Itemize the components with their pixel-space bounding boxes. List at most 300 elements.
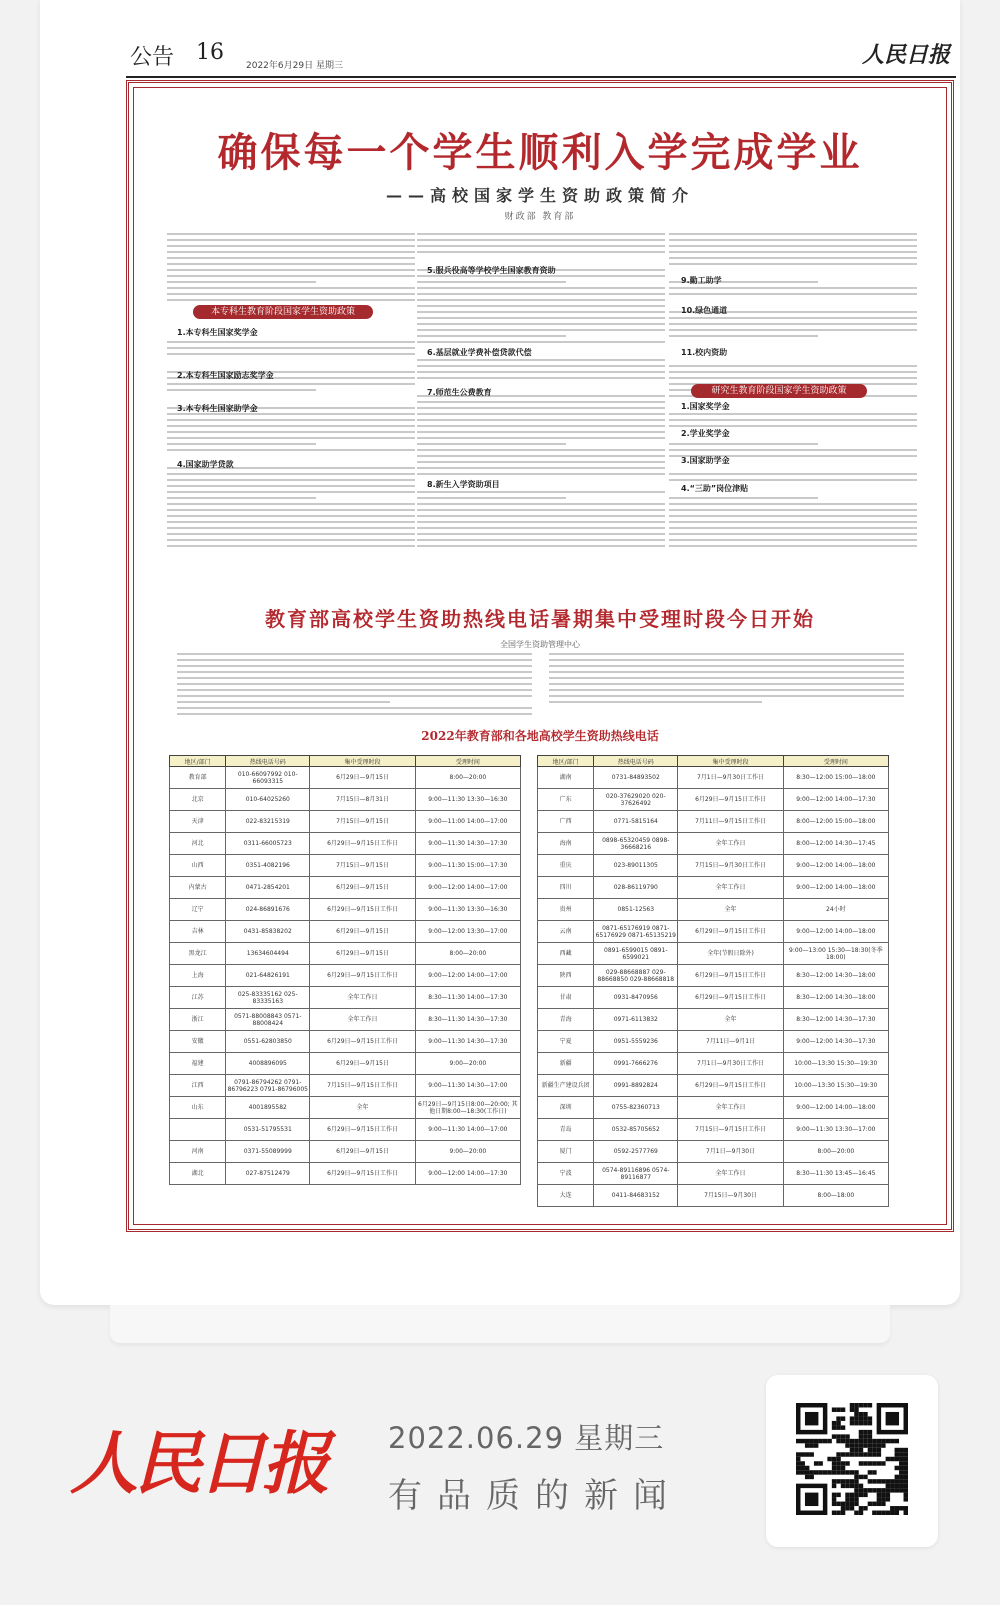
table-row xyxy=(170,1163,521,1185)
table-cell: 021-64826191 xyxy=(226,965,310,987)
table-row xyxy=(170,877,521,899)
table-cell: 6月29日—9月15日工作日 xyxy=(310,965,415,987)
table-cell: 全年工作日 xyxy=(310,1009,415,1031)
body-text-line xyxy=(417,515,665,517)
article-byline: 财政部 教育部 xyxy=(504,212,576,222)
body-text-line xyxy=(669,269,917,271)
table-cell: 8:30—12:00 14:30—17:30 xyxy=(783,1009,888,1031)
table-cell: 9:00—13:00 15:30—18:30(冬季18:00) xyxy=(783,943,888,965)
article-frame xyxy=(126,80,954,1232)
table-cell: 0592-2577769 xyxy=(594,1141,678,1163)
subhead-item: 1.本专科生国家奖学金 xyxy=(177,328,258,337)
table-row xyxy=(170,921,521,943)
table-cell: 全年工作日 xyxy=(678,1163,783,1185)
body-text-line xyxy=(417,461,665,463)
table-row xyxy=(538,943,889,965)
body-text-line xyxy=(177,659,532,661)
body-text-line xyxy=(167,431,415,433)
table-cell: 029-88668887 029-88668850 029-88668818 xyxy=(594,965,678,987)
table-cell: 青岛 xyxy=(538,1119,594,1141)
table-cell: 9:00—11:30 14:00—17:00 xyxy=(415,1119,520,1141)
masthead xyxy=(126,36,956,78)
table-cell: 6月29日—9月15日工作日 xyxy=(678,987,783,1009)
table-cell: 0731-84893502 xyxy=(594,767,678,789)
table-row xyxy=(170,789,521,811)
table-cell: 6月29日—9月15日工作日 xyxy=(310,1163,415,1185)
table-cell: 9:00—12:00 14:30—17:30 xyxy=(783,1031,888,1053)
body-text-line xyxy=(167,353,415,355)
table-cell: 6月29日—9月15日8:00—20:00; 其他日期8:00—18:30(工作日) xyxy=(415,1097,520,1119)
table-cell: 13634604494 xyxy=(226,943,310,965)
body-text-line xyxy=(669,449,917,451)
table-cell: 8:30—11:30 14:30—17:30 xyxy=(415,1009,520,1031)
body-text-line xyxy=(417,443,566,445)
table-cell: 8:00—18:00 xyxy=(783,1185,888,1207)
body-text-line xyxy=(669,341,917,343)
table-cell: 025-83335162 025-83335163 xyxy=(226,987,310,1009)
table-cell: 4008896095 xyxy=(226,1053,310,1075)
table-row xyxy=(170,1009,521,1031)
table-cell: 6月29日—9月15日工作日 xyxy=(310,1119,415,1141)
body-text-line xyxy=(167,239,415,241)
table-cell: 山东 xyxy=(170,1097,226,1119)
table-row xyxy=(538,1097,889,1119)
table-cell: 0971-6113832 xyxy=(594,1009,678,1031)
body-text-line xyxy=(417,533,665,535)
body-text-line xyxy=(417,293,665,295)
body-text-line xyxy=(417,329,665,331)
table-cell: 10:00—13:30 15:30—19:30 xyxy=(783,1053,888,1075)
table-header-cell: 受理时间 xyxy=(415,756,520,767)
table-row xyxy=(538,965,889,987)
table-cell: 7月15日—9月30日工作日 xyxy=(678,855,783,877)
subhead-item: 4.国家助学贷款 xyxy=(177,460,234,469)
body-text-line xyxy=(167,281,316,283)
table-cell: 8:00—12:00 14:30—17:45 xyxy=(783,833,888,855)
table-cell: 7月15日—8月31日 xyxy=(310,789,415,811)
body-text-line xyxy=(177,707,532,709)
body-text-line xyxy=(669,425,917,427)
table-cell: 云南 xyxy=(538,921,594,943)
body-text-line xyxy=(177,653,532,655)
table-row xyxy=(170,1097,521,1119)
body-text-line xyxy=(417,239,665,241)
body-text-line xyxy=(167,497,316,499)
table-row xyxy=(170,1053,521,1075)
body-text-line xyxy=(167,341,415,343)
body-text-line xyxy=(167,485,415,487)
hotline-table-left xyxy=(169,755,521,1185)
table-cell: 010-64025260 xyxy=(226,789,310,811)
table-cell: 0851-12563 xyxy=(594,899,678,921)
table-cell: 7月1日—9月30日工作日 xyxy=(678,1053,783,1075)
footer-date: 2022.06.29 星期三 xyxy=(388,1421,665,1455)
table-cell: 宁波 xyxy=(538,1163,594,1185)
newspaper-card xyxy=(40,0,960,1305)
table-cell: 8:30—11:30 13:45—16:45 xyxy=(783,1163,888,1185)
table-header-cell: 热线电话号码 xyxy=(594,756,678,767)
body-text-line xyxy=(417,299,665,301)
table-cell: 内蒙古 xyxy=(170,877,226,899)
table-cell: 24小时 xyxy=(783,899,888,921)
body-text-line xyxy=(669,497,818,499)
body-text-line xyxy=(669,257,917,259)
body-text-line xyxy=(167,359,415,361)
subhead-item: 5.服兵役高等学校学生国家教育资助 xyxy=(427,266,556,275)
body-text-line xyxy=(417,341,665,343)
table-row xyxy=(538,1185,889,1207)
body-text-line xyxy=(177,701,390,703)
text-column-second-left xyxy=(177,653,532,723)
body-text-line xyxy=(669,413,917,415)
table-cell: 8:30—11:30 14:00—17:30 xyxy=(415,987,520,1009)
table-cell: 全年 xyxy=(678,1009,783,1031)
table-cell: 0755-82360713 xyxy=(594,1097,678,1119)
body-text-line xyxy=(417,413,665,415)
body-text-line xyxy=(549,695,904,697)
table-cell: 0991-8892824 xyxy=(594,1075,678,1097)
table-cell: 甘肃 xyxy=(538,987,594,1009)
body-text-line xyxy=(417,335,566,337)
table-cell: 教育部 xyxy=(170,767,226,789)
table-cell: 全年 xyxy=(678,899,783,921)
table-cell: 全年工作日 xyxy=(678,833,783,855)
table-cell: 辽宁 xyxy=(170,899,226,921)
table-cell: 全年工作日 xyxy=(678,1097,783,1119)
table-cell: 9:00—12:00 14:00—18:00 xyxy=(783,877,888,899)
body-text-line xyxy=(417,287,665,289)
body-text-line xyxy=(669,239,917,241)
body-text-line xyxy=(549,683,904,685)
body-text-line xyxy=(417,281,566,283)
table-cell: 0551-62803850 xyxy=(226,1031,310,1053)
table-cell: 9:00—12:00 14:00—18:00 xyxy=(783,855,888,877)
body-text-line xyxy=(417,455,665,457)
body-text-line xyxy=(417,305,665,307)
subhead-item: 2.本专科生国家励志奖学金 xyxy=(177,371,274,380)
body-text-line xyxy=(177,713,532,715)
body-text-line xyxy=(669,365,917,367)
body-text-line xyxy=(669,419,917,421)
body-text-line xyxy=(669,329,917,331)
table-cell: 023-89011305 xyxy=(594,855,678,877)
body-text-line xyxy=(669,467,917,469)
table-cell: 0574-89116896 0574-89116877 xyxy=(594,1163,678,1185)
table-cell: 北京 xyxy=(170,789,226,811)
table-cell: 024-86891676 xyxy=(226,899,310,921)
body-text-line xyxy=(417,509,665,511)
body-text-line xyxy=(669,521,917,523)
table-cell: 0771-5815164 xyxy=(594,811,678,833)
table-cell: 8:30—12:00 14:30—18:00 xyxy=(783,965,888,987)
table-cell: 0311-66005723 xyxy=(226,833,310,855)
masthead-logo: 人民日报 xyxy=(861,42,950,68)
body-text-line xyxy=(177,671,532,673)
table-cell: 全年(节假日除外) xyxy=(678,943,783,965)
body-text-line xyxy=(167,545,415,547)
table-cell: 9:00—11:30 14:30—17:00 xyxy=(415,1075,520,1097)
body-text-line xyxy=(549,701,762,703)
body-text-line xyxy=(167,419,415,421)
table-cell: 9:00—12:00 13:30—17:00 xyxy=(415,921,520,943)
body-text-line xyxy=(669,233,917,235)
body-text-line xyxy=(167,455,415,457)
body-text-line xyxy=(669,287,917,289)
subhead-item: 8.新生入学资助项目 xyxy=(427,480,500,489)
table-cell: 9:00—20:00 xyxy=(415,1053,520,1075)
table-cell: 湖南 xyxy=(538,767,594,789)
table-cell: 0471-2854201 xyxy=(226,877,310,899)
body-text-line xyxy=(167,299,415,301)
subhead-item: 3.本专科生国家助学金 xyxy=(177,404,258,413)
table-cell: 新疆 xyxy=(538,1053,594,1075)
body-text-line xyxy=(177,683,532,685)
body-text-line xyxy=(417,245,665,247)
body-text-line xyxy=(167,437,415,439)
main-headline: 确保每一个学生顺利入学完成学业 xyxy=(217,129,863,176)
body-text-line xyxy=(417,383,665,385)
body-text-line xyxy=(417,449,665,451)
table-cell: 6月29日—9月15日 xyxy=(310,1141,415,1163)
table-cell: 上海 xyxy=(170,965,226,987)
second-byline: 全国学生资助管理中心 xyxy=(500,640,580,649)
sub-headline: ——高校国家学生资助政策简介 xyxy=(385,186,694,205)
table-cell: 0532-85705652 xyxy=(594,1119,678,1141)
table-header-cell: 集中受理时段 xyxy=(678,756,783,767)
body-text-line xyxy=(417,233,665,235)
table-row xyxy=(538,921,889,943)
body-text-line xyxy=(167,383,415,385)
table-row xyxy=(538,987,889,1009)
table-cell: 青海 xyxy=(538,1009,594,1031)
table-cell: 贵州 xyxy=(538,899,594,921)
qr-code-icon[interactable] xyxy=(796,1403,908,1515)
body-text-line xyxy=(417,503,665,505)
table-cell: 宁夏 xyxy=(538,1031,594,1053)
table-cell: 浙江 xyxy=(170,1009,226,1031)
body-text-line xyxy=(669,323,917,325)
body-text-line xyxy=(417,257,665,259)
body-text-line xyxy=(417,497,566,499)
table-cell: 河北 xyxy=(170,833,226,855)
body-text-line xyxy=(549,677,904,679)
body-text-line xyxy=(177,677,532,679)
table-cell: 6月29日—9月15日工作日 xyxy=(678,921,783,943)
table-cell: 7月15日—9月15日 xyxy=(310,811,415,833)
table-row xyxy=(538,1075,889,1097)
table-cell: 022-83215319 xyxy=(226,811,310,833)
qr-code-card[interactable] xyxy=(766,1375,938,1547)
body-text-line xyxy=(549,671,904,673)
table-cell: 厦门 xyxy=(538,1141,594,1163)
table-row xyxy=(170,1119,521,1141)
body-text-line xyxy=(167,449,415,451)
body-text-line xyxy=(167,473,415,475)
table-cell: 6月29日—9月15日工作日 xyxy=(310,1031,415,1053)
table-cell: 6月29日—9月15日 xyxy=(310,943,415,965)
table-cell: 0791-86794262 0791-86796223 0791-86796005 xyxy=(226,1075,310,1097)
table-cell: 7月15日—9月15日 xyxy=(310,855,415,877)
table-row xyxy=(170,987,521,1009)
body-text-line xyxy=(417,431,665,433)
table-cell: 0431-85838202 xyxy=(226,921,310,943)
table-cell: 广东 xyxy=(538,789,594,811)
table-cell: 湖北 xyxy=(170,1163,226,1185)
body-text-line xyxy=(549,689,904,691)
table-cell: 6月29日—9月15日工作日 xyxy=(678,1075,783,1097)
body-text-line xyxy=(417,521,665,523)
body-text-line xyxy=(417,371,665,373)
body-text-line xyxy=(167,533,415,535)
table-row xyxy=(538,855,889,877)
second-headline: 教育部高校学生资助热线电话暑期集中受理时段今日开始 xyxy=(265,607,815,631)
table-header-cell: 热线电话号码 xyxy=(226,756,310,767)
body-text-line xyxy=(167,347,415,349)
table-row xyxy=(170,767,521,789)
body-text-line xyxy=(669,335,818,337)
table-cell: 0371-55089999 xyxy=(226,1141,310,1163)
table-cell: 0411-84683152 xyxy=(594,1185,678,1207)
body-text-line xyxy=(417,323,665,325)
table-cell: 9:00—12:00 14:00—17:00 xyxy=(415,965,520,987)
table-cell: 广西 xyxy=(538,811,594,833)
body-text-line xyxy=(417,401,665,403)
body-text-line xyxy=(417,545,665,547)
table-title: 2022年教育部和各地高校学生资助热线电话 xyxy=(421,729,659,743)
table-row xyxy=(538,1141,889,1163)
table-cell: 10:00—13:30 15:30—19:30 xyxy=(783,1075,888,1097)
card-stack-shadow xyxy=(110,1305,890,1343)
body-text-line xyxy=(167,257,415,259)
body-text-line xyxy=(549,659,904,661)
table-row xyxy=(538,833,889,855)
subhead-item: 10.绿色通道 xyxy=(681,306,728,315)
body-text-line xyxy=(669,317,917,319)
table-cell xyxy=(170,1119,226,1141)
body-text-line xyxy=(167,365,415,367)
table-row xyxy=(170,811,521,833)
table-cell: 027-87512479 xyxy=(226,1163,310,1185)
table-cell: 010-66097992 010-66093315 xyxy=(226,767,310,789)
table-cell: 0991-7666276 xyxy=(594,1053,678,1075)
footer-logo: 人民日报 xyxy=(70,1424,327,1504)
table-row xyxy=(538,811,889,833)
body-text-line xyxy=(417,317,665,319)
table-cell: 0898-65320459 0898-36668216 xyxy=(594,833,678,855)
body-text-line xyxy=(669,539,917,541)
table-cell: 6月29日—9月15日工作日 xyxy=(310,899,415,921)
table-cell: 8:30—12:00 14:30—18:00 xyxy=(783,987,888,1009)
table-cell: 9:00—11:30 13:30—17:00 xyxy=(783,1119,888,1141)
table-row xyxy=(538,1119,889,1141)
body-text-line xyxy=(167,491,415,493)
body-text-line xyxy=(167,263,415,265)
subhead-item: 6.基层就业学费补偿贷款代偿 xyxy=(427,348,532,357)
body-text-line xyxy=(167,323,415,325)
text-column-left xyxy=(167,233,415,553)
table-cell: 四川 xyxy=(538,877,594,899)
table-cell: 6月29日—9月15日 xyxy=(310,767,415,789)
hotline-table-right xyxy=(537,755,889,1207)
table-header-cell: 地区/部门 xyxy=(538,756,594,767)
body-text-line xyxy=(167,245,415,247)
table-cell: 9:00—11:30 13:30—16:30 xyxy=(415,899,520,921)
table-cell: 0871-65176919 0871-65176929 0871-65135219 xyxy=(594,921,678,943)
table-cell: 吉林 xyxy=(170,921,226,943)
section-name: 公告 xyxy=(130,45,175,70)
table-cell: 6月29日—9月15日工作日 xyxy=(678,789,783,811)
body-text-line xyxy=(177,689,532,691)
body-text-line xyxy=(167,287,415,289)
table-cell: 9:00—12:00 14:00—18:00 xyxy=(783,1097,888,1119)
subhead-item: 3.国家助学金 xyxy=(681,456,730,465)
body-text-line xyxy=(669,359,917,361)
table-cell: 0951-5559236 xyxy=(594,1031,678,1053)
table-cell: 9:00—12:00 14:00—17:00 xyxy=(415,877,520,899)
body-text-line xyxy=(669,251,917,253)
subhead-item: 4.“三助”岗位津贴 xyxy=(681,484,749,493)
table-cell: 8:00—20:00 xyxy=(415,767,520,789)
table-cell: 0931-8470956 xyxy=(594,987,678,1009)
table-cell: 6月29日—9月15日 xyxy=(310,921,415,943)
body-text-line xyxy=(167,389,316,391)
body-text-line xyxy=(167,503,415,505)
page-number: 16 xyxy=(196,40,224,65)
table-cell: 9:00—11:30 14:30—17:30 xyxy=(415,833,520,855)
table-cell: 全年工作日 xyxy=(678,877,783,899)
table-cell: 9:00—11:30 13:30—16:30 xyxy=(415,789,520,811)
table-cell: 江苏 xyxy=(170,987,226,1009)
body-text-line xyxy=(417,311,665,313)
body-text-line xyxy=(669,245,917,247)
section-head-undergrad: 本专科生教育阶段国家学生资助政策 xyxy=(193,305,373,319)
table-row xyxy=(170,1031,521,1053)
text-column-second-right xyxy=(549,653,904,709)
table-row xyxy=(538,1163,889,1185)
body-text-line xyxy=(167,251,415,253)
body-text-line xyxy=(549,665,904,667)
body-text-line xyxy=(177,665,532,667)
body-text-line xyxy=(417,419,665,421)
table-cell: 9:00—12:00 14:00—17:30 xyxy=(415,1163,520,1185)
table-row xyxy=(170,965,521,987)
body-text-line xyxy=(167,521,415,523)
table-cell: 7月15日—9月15日工作日 xyxy=(310,1075,415,1097)
body-text-line xyxy=(669,527,917,529)
body-text-line xyxy=(669,515,917,517)
table-row xyxy=(170,899,521,921)
table-cell: 全年工作日 xyxy=(310,987,415,1009)
table-cell: 安徽 xyxy=(170,1031,226,1053)
table-cell: 9:00—12:00 14:00—17:30 xyxy=(783,789,888,811)
body-text-line xyxy=(669,299,917,301)
body-text-line xyxy=(167,539,415,541)
subhead-item: 1.国家奖学金 xyxy=(681,402,730,411)
body-text-line xyxy=(669,377,917,379)
issue-date: 2022年6月29日 星期三 xyxy=(246,61,343,71)
body-text-line xyxy=(167,233,415,235)
table-cell: 9:00—11:00 14:00—17:00 xyxy=(415,811,520,833)
body-text-line xyxy=(417,491,665,493)
body-text-line xyxy=(417,473,665,475)
body-text-line xyxy=(167,479,415,481)
table-cell: 9:00—12:00 14:00—18:00 xyxy=(783,921,888,943)
body-text-line xyxy=(669,479,917,481)
body-text-line xyxy=(669,533,917,535)
body-text-line xyxy=(417,467,665,469)
table-cell: 西藏 xyxy=(538,943,594,965)
body-text-line xyxy=(167,509,415,511)
